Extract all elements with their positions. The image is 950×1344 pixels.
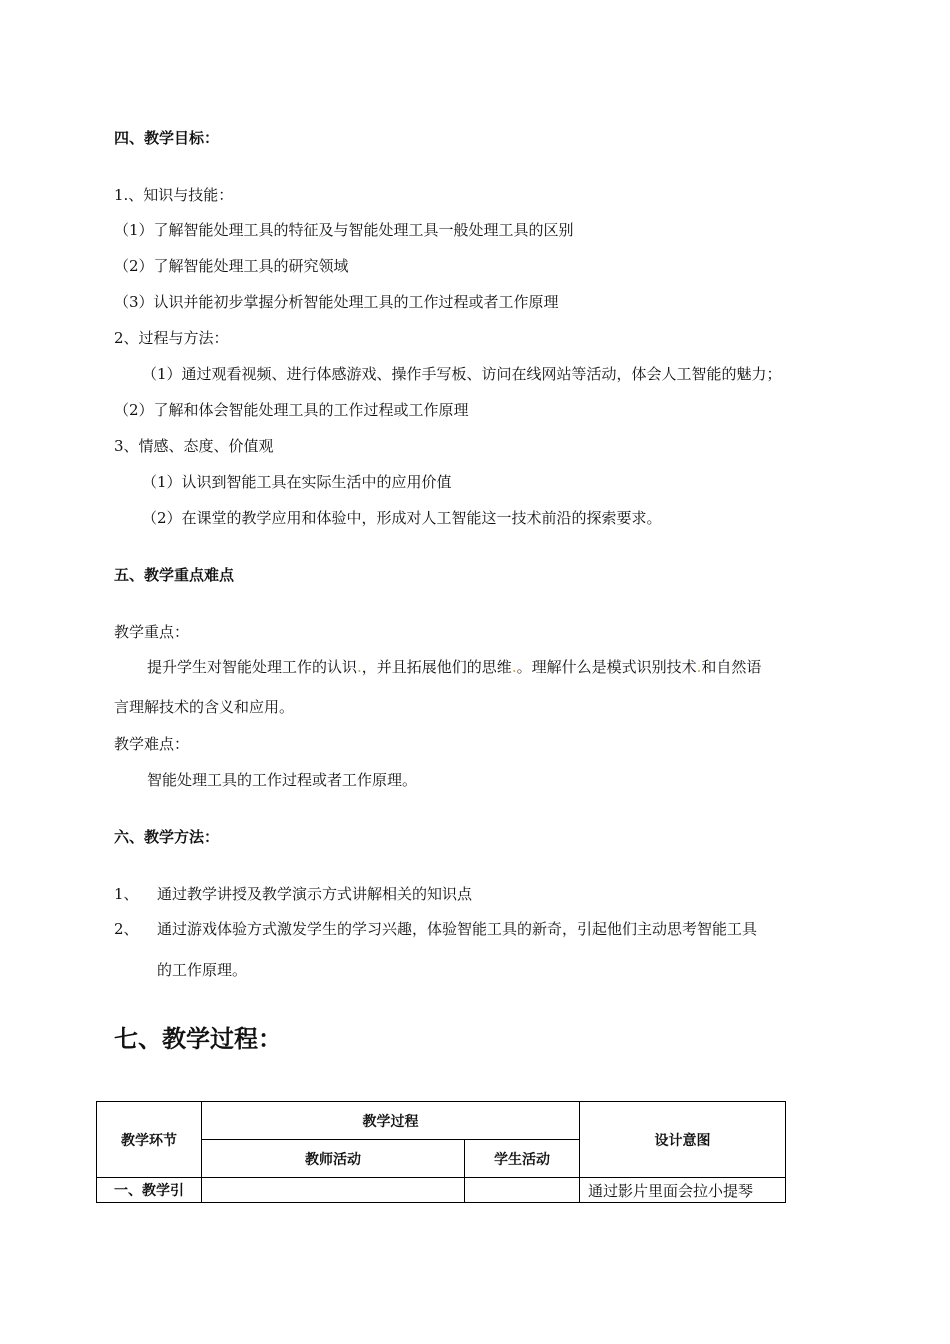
process-item-1: （1）通过观看视频、进行体感游戏、操作手写板、访问在线网站等活动，体会人工智能的魅力；: [142, 365, 782, 383]
process-item-2: （2）了解和体会智能处理工具的工作过程或工作原理: [114, 401, 469, 419]
method-1-number: 1、: [114, 885, 139, 903]
emotion-heading: 3、情感、态度、价值观: [114, 437, 274, 455]
header-teaching-process: 教学过程: [202, 1102, 580, 1140]
table-cell-student: [465, 1178, 580, 1203]
table-cell-teacher: [202, 1178, 465, 1203]
focus-text-d: 和自然语: [701, 658, 762, 676]
difficulty-label: 教学难点：: [114, 735, 190, 753]
focus-dot: .: [511, 658, 517, 676]
method-2-text: 通过游戏体验方式激发学生的学习兴趣，体验智能工具的新奇，引起他们主动思考智能工具: [157, 920, 758, 938]
emotion-item-1: （1）认识到智能工具在实际生活中的应用价值: [142, 473, 452, 491]
header-design-intent: 设计意图: [580, 1102, 786, 1178]
knowledge-item-2: （2）了解智能处理工具的研究领域: [114, 257, 349, 275]
method-2-continuation: 的工作原理。: [157, 961, 248, 979]
teaching-process-table: [96, 1101, 786, 1203]
section-6-title: 六、教学方法：: [114, 828, 220, 846]
emotion-item-2: （2）在课堂的教学应用和体验中，形成对人工智能这一技术前沿的探索要求。: [142, 509, 662, 527]
section-5-title: 五、教学重点难点: [114, 566, 235, 584]
focus-text-c: 。理解什么是模式识别技术: [516, 658, 697, 676]
focus-dot: .: [696, 658, 702, 676]
focus-text-a: 提升学生对智能处理工作的认识: [147, 658, 358, 676]
method-1-text: 通过教学讲授及教学演示方式讲解相关的知识点: [157, 885, 473, 903]
focus-text-line2: 言理解技术的含义和应用。: [114, 698, 295, 716]
method-2-number: 2、: [114, 920, 139, 938]
difficulty-text: 智能处理工具的工作过程或者工作原理。: [147, 771, 418, 789]
knowledge-heading: 1.、知识与技能：: [114, 186, 234, 204]
knowledge-item-3: （3）认识并能初步掌握分析智能处理工具的工作过程或者工作原理: [114, 293, 559, 311]
table-cell-intent: 通过影片里面会拉小提琴: [580, 1178, 786, 1203]
section-4-title: 四、教学目标：: [114, 129, 220, 147]
process-heading: 2、过程与方法：: [114, 329, 229, 347]
header-student-activity: 学生活动: [465, 1140, 580, 1178]
focus-text-b: ，并且拓展他们的思维: [361, 658, 512, 676]
knowledge-item-1: （1）了解智能处理工具的特征及与智能处理工具一般处理工具的区别: [114, 221, 574, 239]
table-cell-stage: 一、教学引: [97, 1178, 202, 1203]
header-teaching-stage: 教学环节: [97, 1102, 202, 1178]
focus-dot: .: [357, 658, 362, 676]
section-7-title: 七、教学过程：: [114, 1025, 282, 1053]
focus-text: [147, 657, 761, 677]
focus-label: 教学重点：: [114, 623, 190, 641]
header-teacher-activity: 教师活动: [202, 1140, 465, 1178]
